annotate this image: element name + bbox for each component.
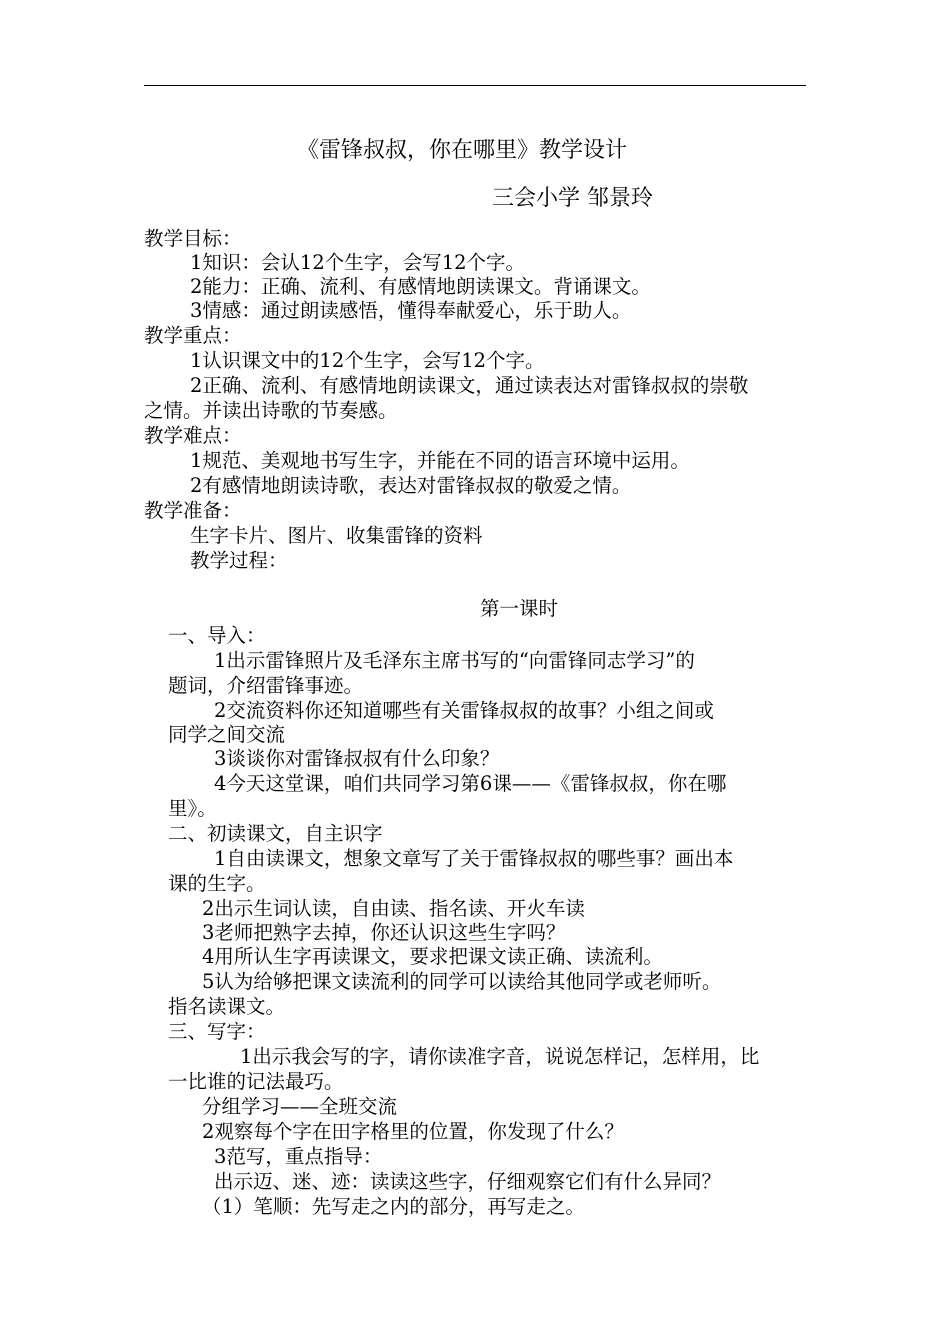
key-point-2: 2正确、流利、有感情地朗读课文，通过读表达对雷锋叔叔的崇敬 xyxy=(190,374,749,397)
document-author: 三会小学 邹景玲 xyxy=(492,186,653,211)
lesson-title: 第一课时 xyxy=(480,597,559,620)
difficulty-1: 1规范、美观地书写生字，并能在不同的语言环境中运用。 xyxy=(190,449,690,472)
goal-3: 3情感：通过朗读感悟，懂得奉献爱心，乐于助人。 xyxy=(190,299,632,322)
goal-1: 1知识：会认12个生字，会写12个字。 xyxy=(190,251,526,274)
reading-5: 5认为给够把课文读流利的同学可以读给其他同学或老师听。 xyxy=(202,970,722,993)
writing-3-detail: 出示迈、迷、迹：读读这些字，仔细观察它们有什么异同？ xyxy=(214,1170,722,1193)
reading-3: 3老师把熟字去掉，你还认识这些生字吗？ xyxy=(202,921,566,944)
intro-2: 2交流资料你还知道哪些有关雷锋叔叔的故事？小组之间或 xyxy=(214,699,714,722)
writing-stroke-order: （1）笔顺：先写走之内的部分，再写走之。 xyxy=(202,1195,585,1218)
goal-2: 2能力：正确、流利、有感情地朗读课文。背诵课文。 xyxy=(190,275,651,298)
reading-1-cont: 课的生字。 xyxy=(168,872,266,895)
document-title: 《雷锋叔叔，你在哪里》教学设计 xyxy=(297,138,628,163)
writing-3: 3范写，重点指导： xyxy=(214,1145,383,1168)
writing-2: 2观察每个字在田字格里的位置，你发现了什么？ xyxy=(202,1120,624,1143)
intro-1: 1出示雷锋照片及毛泽东主席书写的“向雷锋同志学习”的 xyxy=(214,649,695,672)
key-point-1: 1认识课文中的12个生字，会写12个字。 xyxy=(190,349,545,372)
section-intro: 一、导入： xyxy=(168,624,266,647)
heading-difficulties: 教学难点： xyxy=(144,424,242,447)
reading-1: 1自由读课文，想象文章写了关于雷锋叔叔的哪些事？画出本 xyxy=(214,847,734,870)
writing-1-cont: 一比谁的记法最巧。 xyxy=(168,1070,344,1093)
key-point-2-cont: 之情。并读出诗歌的节奏感。 xyxy=(144,399,398,422)
intro-3: 3谈谈你对雷锋叔叔有什么印象？ xyxy=(214,747,500,770)
preparation-text: 生字卡片、图片、收集雷锋的资料 xyxy=(190,524,483,547)
reading-2: 2出示生词认读，自由读、指名读、开火车读 xyxy=(202,897,585,920)
heading-key-points: 教学重点： xyxy=(144,324,242,347)
intro-1-cont: 题词，介绍雷锋事迹。 xyxy=(168,674,364,697)
reading-5-cont: 指名读课文。 xyxy=(168,995,286,1018)
difficulty-2: 2有感情地朗读诗歌，表达对雷锋叔叔的敬爱之情。 xyxy=(190,474,632,497)
intro-2-cont: 同学之间交流 xyxy=(168,723,286,746)
section-first-reading: 二、初读课文，自主识字 xyxy=(168,822,383,845)
heading-goals: 教学目标： xyxy=(144,227,242,250)
intro-4-cont: 里》。 xyxy=(168,797,217,820)
heading-preparation: 教学准备： xyxy=(144,499,242,522)
reading-4: 4用所认生字再读课文，要求把课文读正确、读流利。 xyxy=(202,945,663,968)
section-writing: 三、写字： xyxy=(168,1020,266,1043)
intro-4: 4今天这堂课，咱们共同学习第6课——《雷锋叔叔，你在哪 xyxy=(214,772,727,795)
heading-process: 教学过程： xyxy=(190,549,288,572)
header-rule xyxy=(144,85,806,86)
writing-1: 1出示我会写的字，请你读准字音，说说怎样记，怎样用，比 xyxy=(240,1045,760,1068)
writing-group: 分组学习——全班交流 xyxy=(202,1095,398,1118)
